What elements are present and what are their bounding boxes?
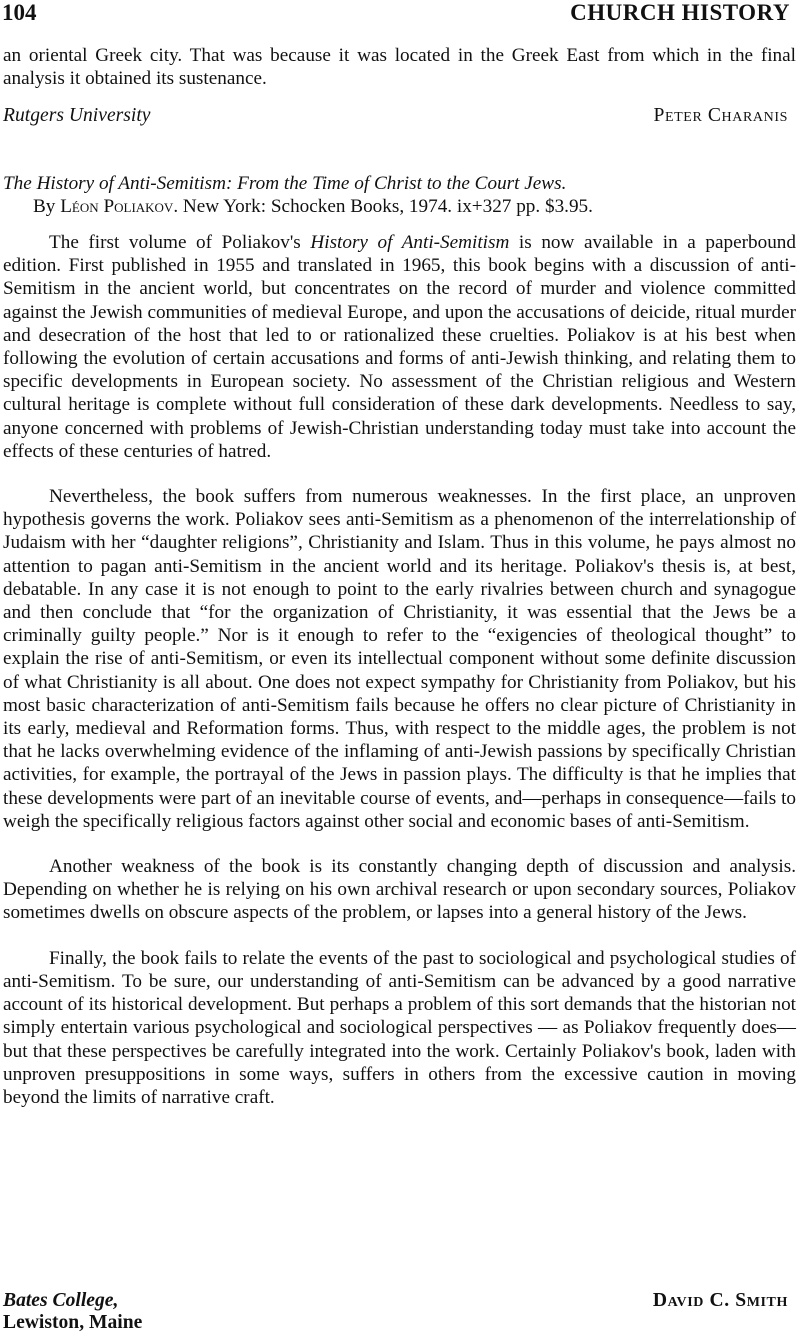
running-head: CHURCH HISTORY — [570, 0, 790, 25]
reviewer-institution: Bates College, — [3, 1290, 119, 1311]
review-body — [3, 231, 796, 1109]
page-number: 104 — [2, 0, 37, 25]
paragraph: Another weakness of the book is its constantly changing depth of discussion and analysis. Depending on whether he is relying on his own archival research or upon secondary sources, Poliakov sometimes dwells on obscure aspects of the problem, or lapses into a general history of the Jews. — [3, 856, 796, 924]
book-author: Léon Poliakov — [60, 196, 174, 217]
reviewer-city: Lewiston, Maine — [3, 1312, 143, 1333]
paragraph: Nevertheless, the book suffers from numerous weaknesses. In the first place, an unproven hypothesis governs the work. Poliakov sees anti-Semitism as a phenomenon of the interrelationship of Judaism with her “daughter religions”, Christianity and Islam. Thus in this volume, he pays almost no attention to pagan anti-Semitism in the ancient world and its heritage. Poliakov's thesis is, at best, debatable. In any case it is not enough to point to the early rivalries between church and synagogue and then conclude that “for the organization of Christianity, it was essential that the Jews be a criminally guilty people.” Nor is it enough to refer to the “exigencies of theological thought” to explain the rise of anti-Semitism, or even its intellectual component without some definite discussion of what Christianity is all about. One does not expect sympathy for Christianity from Poliakov, but his most basic characterization of anti-Semitism fails because he offers no clear picture of Christianity in its early, medieval and Reformation forms. Thus, with respect to the middle ages, the problem is not that he lacks overwhelming evidence of the inflaming of anti-Jewish passions by specifically Christian activities, for example, the portrayal of the Jews in passion plays. The difficulty is that he implies that these developments were part of an inevitable course of events, and—perhaps in consequence—fails to weigh the specifically religious factors against other social and economic bases of anti-Semitism. — [3, 486, 796, 832]
paragraph: Finally, the book fails to relate the events of the past to sociological and psychological studies of anti-Semitism. To be sure, our understanding of anti-Semitism can be advanced by a good narrative account of its historical development. But perhaps a problem of this sort demands that the historian not simply entertain various psychological and sociological perspectives — as Poliakov frequently does—but that these perspectives be carefully integrated into the work. Certainly Poliakov's book, laden with unproven presuppositions in some ways, suffers in others from the excessive caution in moving beyond the limits of narrative craft. — [3, 947, 796, 1108]
previous-review-ending — [3, 44, 796, 90]
page-header — [0, 0, 800, 30]
series-title: History of Anti-Semitism — [310, 232, 510, 253]
paragraph: The first volume of Poliakov's History of Anti-Semitism is now available in a paperbound edition. First published in 1955 and translated in 1965, this book begins with a discussion of anti-Semitism in the ancient world, but concentrates on the record of murder and violence committed against the Jewish communities of medieval Europe, and upon the accusations of deicide, ritual murder and desecration of the host that led to or rationalized these cruelties. Poliakov is at his best when following the evolution of certain accusations and forms of anti-Jewish thinking, and relating them to specific developments in European society. No assessment of the Christian religious and Western cultural heritage is complete without full consideration of these dark developments. Needless to say, anyone concerned with problems of Jewish-Christian understanding today must take into account the effects of these centuries of hatred. — [3, 232, 796, 462]
book-title: The History of Anti-Semitism: From the Time of Christ to the Court Jews. — [3, 173, 567, 194]
book-byline: By Léon Poliakov. New York: Schocken Books, 1974. ix+327 pp. $3.95. — [33, 196, 593, 217]
paragraph: an oriental Greek city. That was because it was located in the Greek East from which in the final analysis it obtained its sustenance. — [3, 45, 796, 90]
reviewer-name: Peter Charanis — [653, 105, 788, 126]
reviewer-name: David C. Smith — [652, 1290, 788, 1311]
reviewer-institution: Rutgers University — [3, 105, 151, 126]
book-citation — [3, 172, 796, 218]
publication-details: . New York: Schocken Books, 1974. ix+327 pp. $3.95. — [173, 196, 593, 217]
